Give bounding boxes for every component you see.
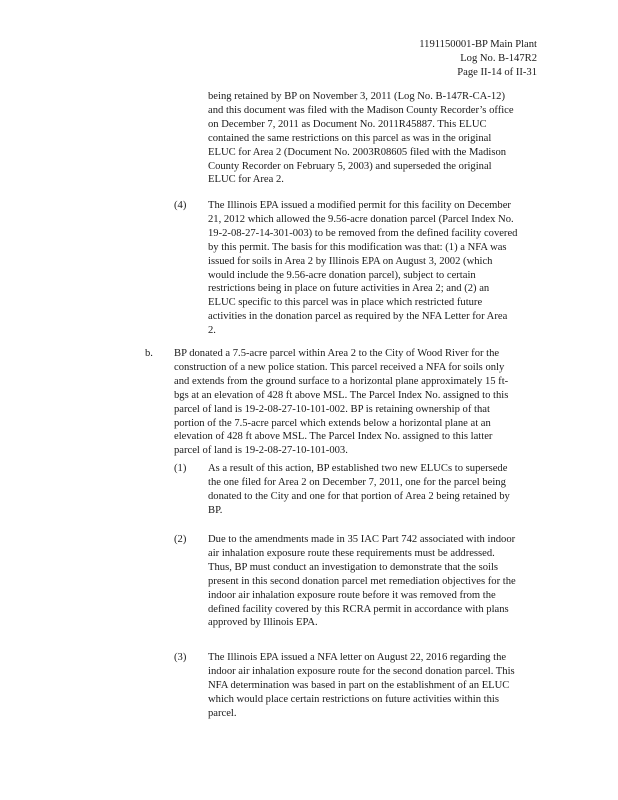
log-number: Log No. B-147R2	[460, 52, 537, 64]
text-line: parcel of land is 19-2-08-27-10-101-002. BP is retaining ownership of that	[174, 403, 490, 415]
page-number: Page II-14 of II-31	[457, 66, 537, 78]
text-line: donated to the City and one for that portion of Area 2 being retained by	[208, 490, 510, 502]
text-line: elevation of 428 ft above MSL. The Parcel Index No. assigned to this latter	[174, 431, 493, 443]
item-letter-b: b.	[145, 348, 153, 359]
text-line: which would place certain restrictions on future activities within this	[208, 693, 499, 705]
text-line: bgs at an elevation of 428 ft above MSL. The Parcel Index No. assigned to this	[174, 389, 509, 401]
text-line: NFA determination was based in part on the establishment of an ELUC	[208, 679, 510, 691]
text-line: Due to the amendments made in 35 IAC Part 742 associated with indoor	[208, 534, 516, 545]
text-line: indoor air inhalation exposure route for the second donation parcel. This	[208, 665, 515, 677]
text-line: activities in the donation parcel as required by the NFA Letter for Area	[208, 311, 508, 323]
text-line: 19-2-08-27-14-301-003) to be removed from the defined facility covered	[208, 227, 518, 239]
continued-paragraph	[208, 90, 514, 187]
item-b3-paragraph	[208, 651, 515, 721]
text-line: 21, 2012 which allowed the 9.56-acre donation parcel (Parcel Index No.	[208, 213, 514, 225]
facility-id: 1191150001-BP Main Plant	[419, 39, 537, 50]
text-line: contained the same restrictions on this parcel as was in the original	[208, 132, 492, 144]
text-line: defined facility covered by this RCRA permit in accordance with plans	[208, 603, 509, 615]
text-line: parcel.	[208, 707, 237, 719]
text-line: construction of a new police station. This parcel received a NFA for soils only	[174, 361, 505, 373]
text-line: indoor air inhalation exposure route before it was removed from the	[208, 589, 496, 601]
text-line: portion of the 7.5-acre parcel which extends below a horizontal plane at an	[174, 417, 491, 429]
text-line: and extends from the ground surface to a horizontal plane approximately 15 ft-	[174, 375, 509, 387]
item-b-number-2: (2)	[174, 534, 187, 545]
text-line: The Illinois EPA issued a modified permit for this facility on December	[208, 200, 511, 211]
text-line: BP donated a 7.5-acre parcel within Area 2 to the City of Wood River for the	[174, 348, 500, 359]
text-line: Thus, BP must conduct an investigation to demonstrate that the soils	[208, 561, 499, 573]
text-line: ELUC for Area 2 (Document No. 2003R08605 filed with the Madison	[208, 146, 507, 158]
text-line: approved by Illinois EPA.	[208, 617, 318, 629]
text-line: restrictions being in place on future activities in Area 2; and (2) an	[208, 283, 490, 295]
text-line: County Recorder on February 5, 2003) and superseded the original	[208, 160, 492, 172]
text-line: As a result of this action, BP established two new ELUCs to supersede	[208, 463, 508, 474]
text-line: issued for soils in Area 2 by Illinois EPA on August 3, 2002 (which	[208, 255, 493, 267]
text-line: 2.	[208, 325, 216, 337]
text-line: the one filed for Area 2 on December 7, 2011, one for the parcel being	[208, 476, 506, 488]
text-line: ELUC for Area 2.	[208, 174, 284, 186]
text-line: air inhalation exposure route these requirements must be addressed.	[208, 547, 495, 559]
item-number-4: (4)	[174, 200, 187, 211]
text-line: BP.	[208, 504, 223, 516]
text-line: and this document was filed with the Madison County Recorder’s office	[208, 104, 514, 116]
text-line: by this permit. The basis for this modification was that: (1) a NFA was	[208, 241, 507, 253]
text-line: present in this second donation parcel met remediation objectives for the	[208, 575, 516, 587]
item-b1-paragraph	[208, 462, 510, 518]
text-line: The Illinois EPA issued a NFA letter on August 22, 2016 regarding the	[208, 652, 507, 663]
text-line: on December 7, 2011 as Document No. 2011R45887. This ELUC	[208, 118, 487, 130]
item-b-paragraph	[174, 347, 508, 458]
item-b2-paragraph	[208, 533, 516, 630]
item-b-number-1: (1)	[174, 463, 187, 474]
text-line: parcel of land is 19-2-08-27-10-101-003.	[174, 445, 348, 457]
text-line: ELUC specific to this parcel was in place which restricted future	[208, 297, 483, 309]
item-4-paragraph	[208, 199, 517, 338]
text-line: being retained by BP on November 3, 2011 (Log No. B-147R-CA-12)	[208, 91, 505, 102]
item-b-number-3: (3)	[174, 652, 187, 663]
document-header	[419, 38, 537, 80]
text-line: would include the 9.56-acre donation parcel), subject to certain	[208, 269, 476, 281]
